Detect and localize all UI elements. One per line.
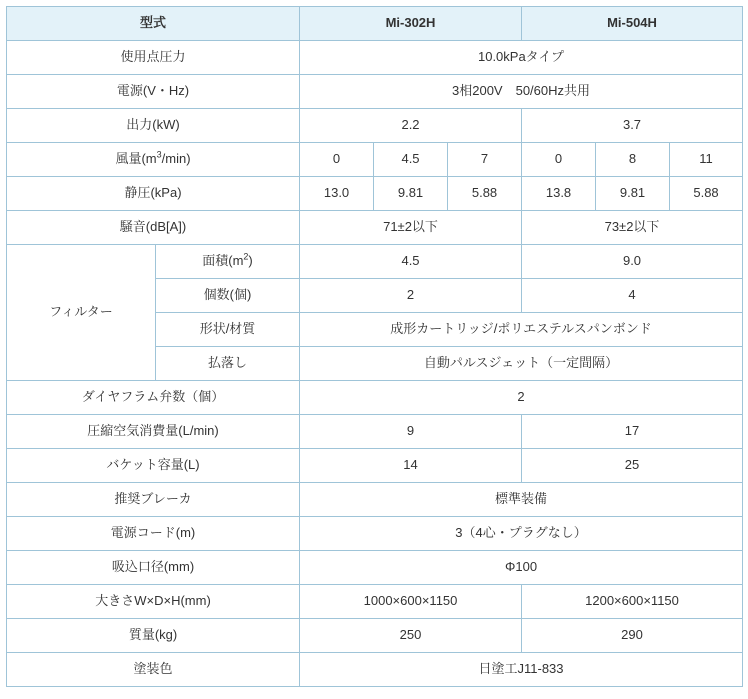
- airflow-label-base: 風量(m: [115, 151, 157, 167]
- row-value-bucket-capacity-right: 25: [522, 449, 743, 483]
- row-label-filter: フィルター: [7, 245, 156, 381]
- row-value-static-6: 5.88: [670, 177, 743, 211]
- row-label-paint-color: 塗装色: [7, 653, 300, 687]
- row-value-output-left: 2.2: [300, 109, 522, 143]
- row-value-inlet-diameter: Φ100: [300, 551, 743, 585]
- table-row: [7, 75, 743, 109]
- row-value-airflow-5: 8: [596, 143, 670, 177]
- row-value-filter-count-right: 4: [522, 279, 743, 313]
- row-value-bucket-capacity-left: 14: [300, 449, 522, 483]
- row-label-power-supply: 電源(V・Hz): [7, 75, 300, 109]
- row-value-mass-left: 250: [300, 619, 522, 653]
- sub-label-filter-area: [156, 245, 300, 279]
- row-label-breaker: 推奨ブレーカ: [7, 483, 300, 517]
- table-row: [7, 109, 743, 143]
- row-label-mass: 質量(kg): [7, 619, 300, 653]
- table-row: [7, 653, 743, 687]
- table-row: [7, 449, 743, 483]
- row-value-noise-left: 71±2以下: [300, 211, 522, 245]
- row-value-airflow-3: 7: [448, 143, 522, 177]
- table-row: [7, 41, 743, 75]
- row-value-filter-area-right: 9.0: [522, 245, 743, 279]
- row-value-airflow-6: 11: [670, 143, 743, 177]
- row-label-use-pressure: 使用点圧力: [7, 41, 300, 75]
- table-row: [7, 211, 743, 245]
- row-value-noise-right: 73±2以下: [522, 211, 743, 245]
- row-value-air-consumption-left: 9: [300, 415, 522, 449]
- filter-area-base: 面積(m: [202, 253, 244, 269]
- table-row: [7, 619, 743, 653]
- row-label-power-cord: 電源コード(m): [7, 517, 300, 551]
- row-value-power-supply: 3相200V 50/60Hz共用: [300, 75, 743, 109]
- header-model-1: Mi-302H: [300, 7, 522, 41]
- row-value-output-right: 3.7: [522, 109, 743, 143]
- row-label-noise: 騒音(dB[A]): [7, 211, 300, 245]
- row-value-static-4: 13.8: [522, 177, 596, 211]
- table-row: [7, 517, 743, 551]
- specification-table: [6, 6, 743, 687]
- table-row: [7, 245, 743, 279]
- row-value-filter-shape-material: 成形カートリッジ/ポリエステルスパンボンド: [300, 313, 743, 347]
- row-label-bucket-capacity: バケット容量(L): [7, 449, 300, 483]
- row-value-static-5: 9.81: [596, 177, 670, 211]
- row-value-power-cord: 3（4心・プラグなし）: [300, 517, 743, 551]
- row-value-static-2: 9.81: [374, 177, 448, 211]
- header-model-label: 型式: [7, 7, 300, 41]
- row-value-filter-count-left: 2: [300, 279, 522, 313]
- table-row: [7, 381, 743, 415]
- filter-area-sup: 2: [243, 252, 249, 263]
- row-label-diaphragm-valves: ダイヤフラム弁数（個）: [7, 381, 300, 415]
- airflow-label-sup: 3: [156, 150, 162, 161]
- row-value-static-3: 5.88: [448, 177, 522, 211]
- row-label-output: 出力(kW): [7, 109, 300, 143]
- table-header-row: [7, 7, 743, 41]
- table-row: [7, 143, 743, 177]
- sub-label-filter-cleaning: 払落し: [156, 347, 300, 381]
- row-label-airflow: [7, 143, 300, 177]
- row-label-dimensions: 大きさW×D×H(mm): [7, 585, 300, 619]
- row-value-filter-area-left: 4.5: [300, 245, 522, 279]
- row-value-use-pressure: 10.0kPaタイプ: [300, 41, 743, 75]
- row-value-airflow-1: 0: [300, 143, 374, 177]
- row-label-static-pressure: 静圧(kPa): [7, 177, 300, 211]
- row-value-air-consumption-right: 17: [522, 415, 743, 449]
- row-label-inlet-diameter: 吸込口径(mm): [7, 551, 300, 585]
- row-value-diaphragm-valves: 2: [300, 381, 743, 415]
- table-row: [7, 585, 743, 619]
- row-label-air-consumption: 圧縮空気消費量(L/min): [7, 415, 300, 449]
- airflow-label-tail: /min): [161, 151, 191, 167]
- table-row: [7, 483, 743, 517]
- row-value-mass-right: 290: [522, 619, 743, 653]
- table-row: [7, 415, 743, 449]
- row-value-airflow-2: 4.5: [374, 143, 448, 177]
- filter-area-tail: ): [248, 253, 253, 269]
- sub-label-filter-shape-material: 形状/材質: [156, 313, 300, 347]
- row-value-airflow-4: 0: [522, 143, 596, 177]
- row-value-paint-color: 日塗工J11-833: [300, 653, 743, 687]
- row-value-dimensions-left: 1000×600×1150: [300, 585, 522, 619]
- row-value-static-1: 13.0: [300, 177, 374, 211]
- row-value-filter-cleaning: 自動パルスジェット（一定間隔）: [300, 347, 743, 381]
- header-model-2: Mi-504H: [522, 7, 743, 41]
- table-row: [7, 551, 743, 585]
- row-value-breaker: 標準装備: [300, 483, 743, 517]
- sub-label-filter-count: 個数(個): [156, 279, 300, 313]
- table-row: [7, 177, 743, 211]
- row-value-dimensions-right: 1200×600×1150: [522, 585, 743, 619]
